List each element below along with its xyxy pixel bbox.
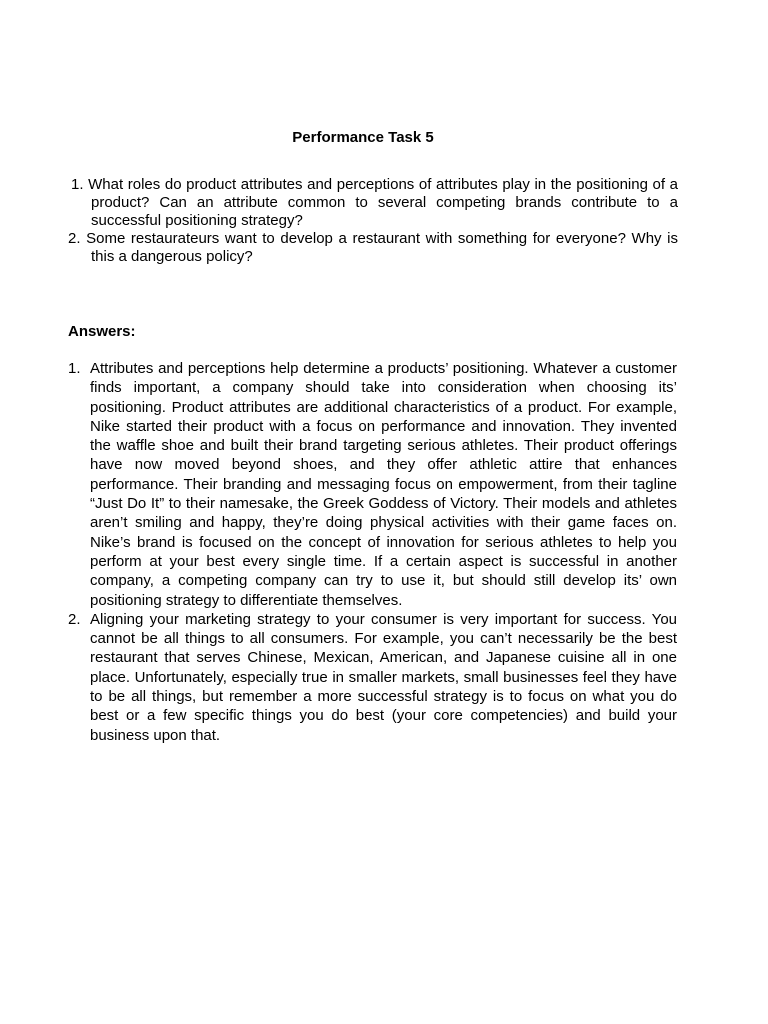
answers-list xyxy=(68,359,677,745)
question-item: 1. What roles do product attributes and perceptions of attributes play in the positioning of a product? Can an attribute common to several competing brands contribute to a successful positioning strategy? xyxy=(71,176,678,229)
page-title: Performance Task 5 xyxy=(292,129,434,146)
answer-item xyxy=(68,359,677,610)
answer-number: 2. xyxy=(68,610,81,628)
answer-item xyxy=(68,610,677,745)
answer-text: Aligning your marketing strategy to your consumer is very important for success. You cannot be all things to all consumers. For example, you can’t necessarily be the best restaurant that serves Chinese, Mexican, American, and Japanese cuisine all in one place. Unfortunately, especially true in smaller markets, small businesses feel they have to be all things, but remember a more successful strategy is to focus on what you do best or a few specific things you do best (your core competencies) and build your business upon that. xyxy=(90,610,677,744)
questions-list xyxy=(68,176,678,266)
answer-number: 1. xyxy=(68,360,81,377)
answers-heading: Answers: xyxy=(68,323,136,340)
answer-text: Attributes and perceptions help determine a products’ positioning. Whatever a customer finds important, a company should take into consideration when choosing its’ positioning. Product attributes are additional characteristics of a product. For example, Nike started their product with a focus on performance and innovation. They invented the waffle shoe and built their brand targeting serious athletes. Their product offerings have now moved beyond shoes, and they offer athletic attire that enhances performance. Their branding and messaging focus on empowerment, from their tagline “Just Do It” to their namesake, the Greek Goddess of Victory. Their models and athletes aren’t smiling and happy, they’re doing physical activities with their game faces on. Nike’s brand is focused on the concept of innovation for serious athletes to help you perform at your best every single time. If a certain aspect is successful in another company, a competing company can try to use it, but should still develop its’ own positioning strategy to differentiate themselves. xyxy=(90,360,677,609)
question-item: 2. Some restaurateurs want to develop a restaurant with something for everyone? Why is this a dangerous policy? xyxy=(68,230,678,265)
